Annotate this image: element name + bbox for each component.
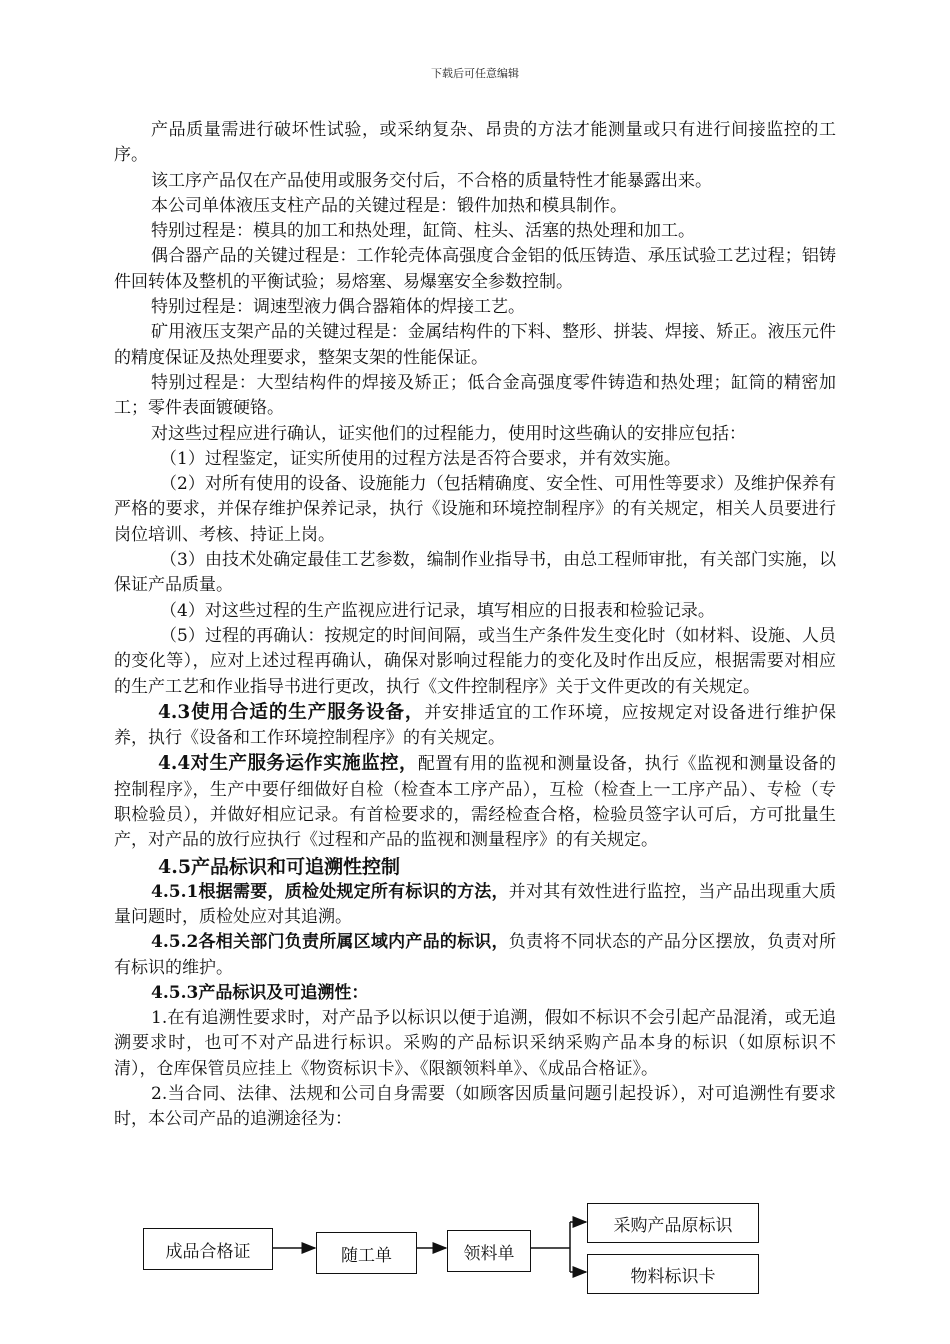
list-item: （3）由技术处确定最佳工艺参数，编制作业指导书，由总工程师审批，有关部门实施，以保证产品质量。: [114, 550, 836, 596]
paragraph: 对这些过程应进行确认，证实他们的过程能力，使用时这些确认的安排应包括：: [151, 423, 746, 444]
section-4-5-2-text: 负责将不同状态的产品分区摆放，负责对所有标识的维护。: [114, 932, 836, 978]
section-4-4-text: 配置有用的监视和测量设备，执行《监视和测量设备的控制程序》，生产中要仔细做好自检（检查本工序产品），互检（检查上一工序产品）、专检（专职检验员），并做好相应记录。有首检要求的，需经检查合格，检验员签字认可后，方可批量生产，对产品的放行应执行《过程和产品的监视和测量程序》的有关规定。: [114, 754, 837, 851]
flow-box-requisition: 领料单: [447, 1230, 531, 1272]
flow-box-finished-certificate: 成品合格证: [143, 1228, 273, 1270]
paragraph: 特别过程是：调速型液力偶合器箱体的焊接工艺。: [151, 297, 525, 318]
paragraph: 特别过程是：模具的加工和热处理，缸筒、柱头、活塞的热处理和加工。: [151, 221, 695, 242]
flow-box-material-card: 物料标识卡: [587, 1254, 759, 1294]
section-4-3-text: 并安排适宜的工作环境，应按规定对设备进行维护保养，执行《设备和工作环境控制程序》的有关规定。: [114, 702, 836, 749]
paragraph: 2.当合同、法律、法规和公司自身需要（如顾客因质量问题引起投诉），对可追溯性有要求时，本公司产品的追溯途径为：: [114, 1083, 836, 1130]
paragraph: 该工序产品仅在产品使用或服务交付后，不合格的质量特性才能暴露出来。: [151, 170, 712, 191]
list-item: （4）对这些过程的生产监视应进行记录，填写相应的日报表和检验记录。: [160, 600, 715, 621]
paragraph: 1.在有追溯性要求时，对产品予以标识以便于追溯，假如不标识不会引起产品混淆，或无追溯要求时，也可不对产品进行标识。采购的产品标识采纳采购产品本身的标识（如原标识不清），仓库保管员应挂上《物资标识卡》、《限额领料单》、《成品合格证》。: [114, 1008, 836, 1079]
flow-box-original-label: 采购产品原标识: [587, 1203, 759, 1243]
section-4-4-lead: 4.4对生产服务运作实施监控，: [158, 753, 418, 775]
section-4-5-heading: 4.5产品标识和可追溯性控制: [158, 855, 401, 878]
paragraph: 特别过程是：大型结构件的焊接及矫正；低合金高强度零件铸造和热处理；缸筒的精密加工；零件表面镀硬铬。: [114, 372, 836, 419]
section-4-5-3-lead: 4.5.3产品标识及可追溯性：: [151, 982, 369, 1003]
list-item: （2）对所有使用的设备、设施能力（包括精确度、安全性、可用性等要求）及维护保养有严格的要求，并保存维护保养记录，执行《设施和环境控制程序》的有关规定，相关人员要进行岗位培训、考核、持证上岗。: [114, 474, 836, 545]
list-item: （5）过程的再确认：按规定的时间间隔，或当生产条件发生变化时（如材料、设施、人员的变化等），应对上述过程再确认，确保对影响过程能力的变化及时作出反应，根据需要对相应的生产工艺和作业指导书进行更改，执行《文件控制程序》关于文件更改的有关规定。: [114, 625, 836, 697]
section-4-3-lead: 4.3使用合适的生产服务设备，: [158, 701, 425, 723]
paragraph: 偶合器产品的关键过程是：工作轮壳体高强度合金铝的低压铸造、承压试验工艺过程；铝铸件回转体及整机的平衡试验；易熔塞、易爆塞安全参数控制。: [114, 246, 836, 292]
paragraph: 产品质量需进行破坏性试验，或采纳复杂、昂贵的方法才能测量或只有进行间接监控的工序。: [114, 120, 836, 166]
paragraph: 矿用液压支架产品的关键过程是：金属结构件的下料、整形、拼装、焊接、矫正。液压元件的精度保证及热处理要求，整架支架的性能保证。: [114, 322, 836, 368]
section-4-5-2-lead: 4.5.2各相关部门负责所属区域内产品的标识，: [151, 932, 509, 953]
section-4-5-1-lead: 4.5.1根据需要，质检处规定所有标识的方法，: [151, 881, 509, 902]
paragraph: 本公司单体液压支柱产品的关键过程是：锻件加热和模具制作。: [151, 195, 627, 216]
section-4-5-1-text: 并对其有效性进行监控，当产品出现重大质量问题时，质检处应对其追溯。: [114, 881, 836, 927]
page-header: 下载后可任意编辑: [431, 67, 519, 80]
list-item: （1）过程鉴定，证实所使用的过程方法是否符合要求，并有效实施。: [160, 448, 681, 469]
flow-box-work-order: 随工单: [316, 1232, 417, 1274]
